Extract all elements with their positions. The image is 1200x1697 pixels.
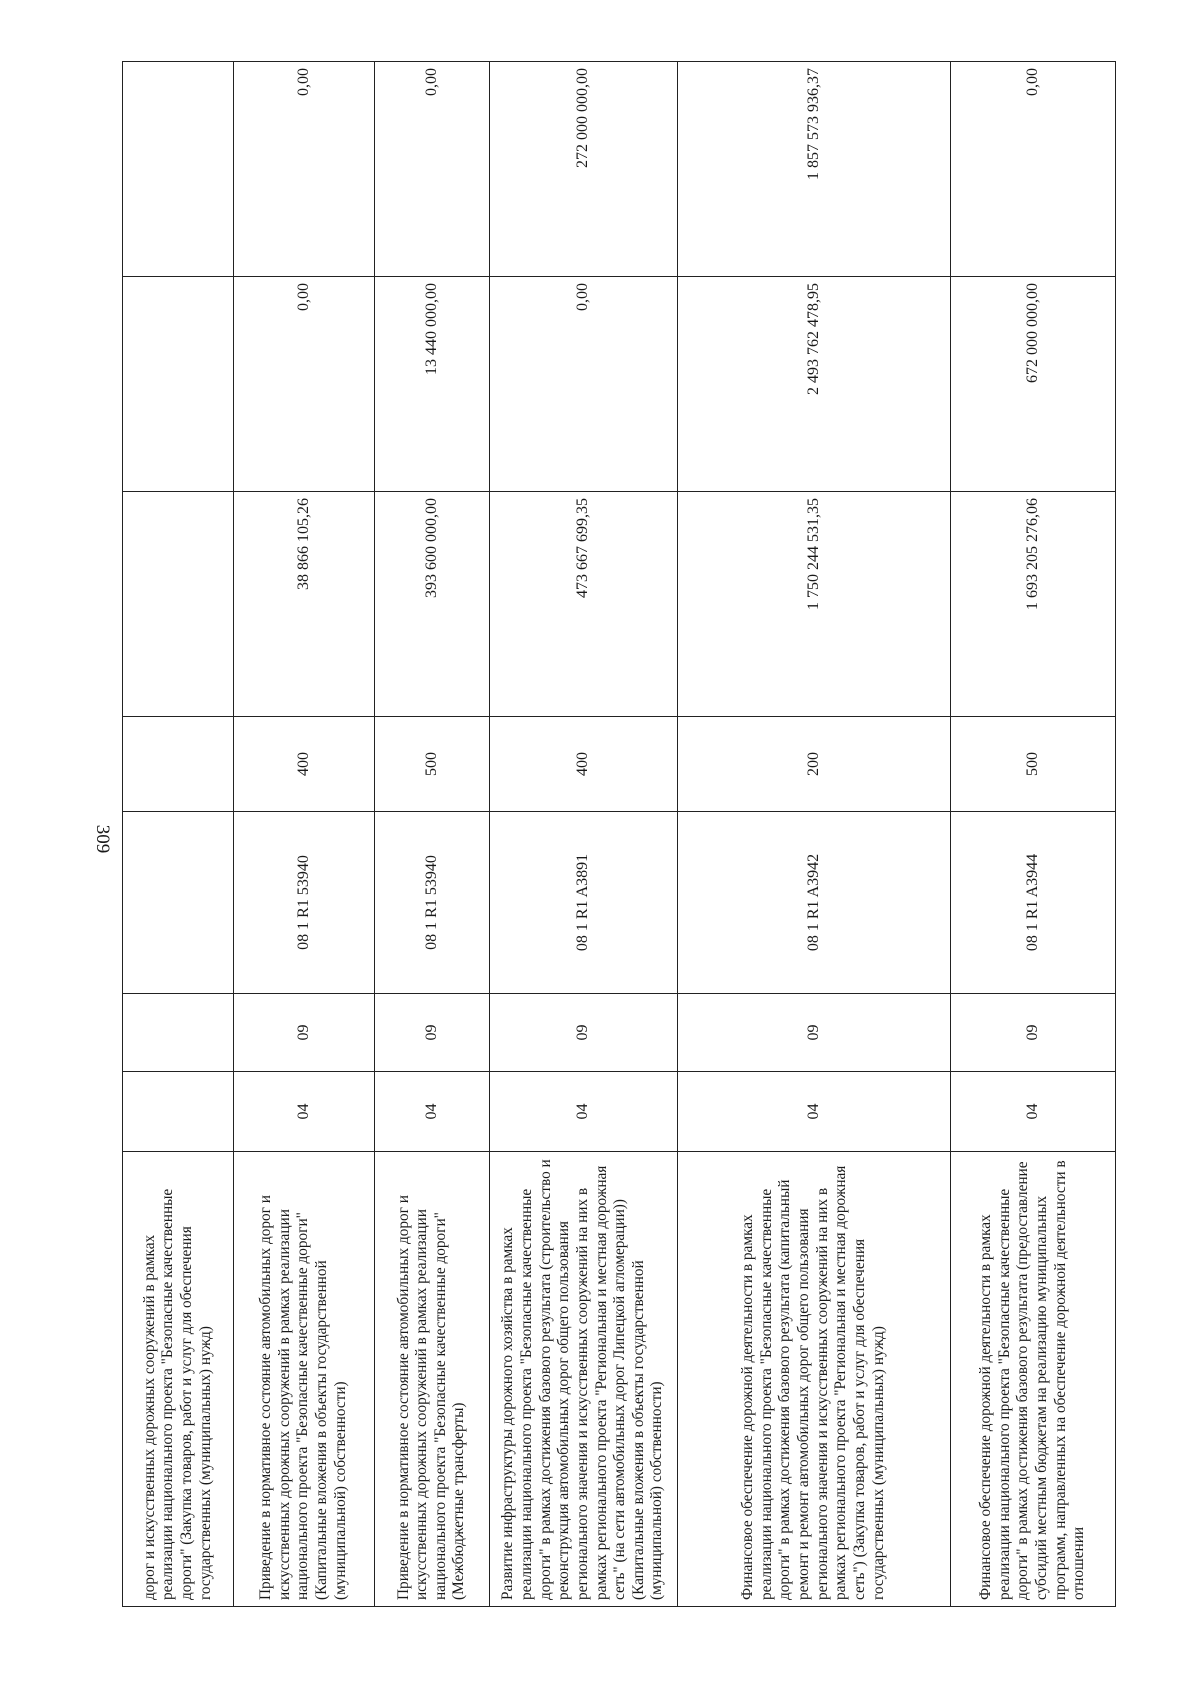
amount-2: 0,00 bbox=[233, 277, 374, 492]
target-code: 08 1 R1 A3891 bbox=[489, 812, 677, 994]
amount-2: 672 000 000,00 bbox=[951, 277, 1116, 492]
section-code: 04 bbox=[677, 1072, 951, 1152]
section-code: 04 bbox=[489, 1072, 677, 1152]
section-code bbox=[123, 1072, 234, 1152]
subsection-code: 09 bbox=[677, 994, 951, 1072]
row-description: Финансовое обеспечение дорожной деятельности в рамках реализации национального проекта "Безопасные качественные дороги" в рамках достижения базового результата (капитальный ремонт и ремонт автомобильных дорог общего пользования регионального значения и искусственных сооружений на них в рамках регионального проекта "Региональная и местная дорожная сеть") (Закупка товаров, работ и услуг для обеспечения государственных (муниципальных) нужд) bbox=[677, 1152, 951, 1607]
page-number: 309 bbox=[92, 824, 113, 854]
amount-1: 1 750 244 531,35 bbox=[677, 492, 951, 717]
expense-type-code: 400 bbox=[489, 717, 677, 812]
target-code: 08 1 R1 A3944 bbox=[951, 812, 1116, 994]
table-row bbox=[489, 62, 677, 1607]
amount-1: 473 667 699,35 bbox=[489, 492, 677, 717]
row-description: Развитие инфраструктуры дорожного хозяйства в рамках реализации национального проекта "Безопасные качественные дороги" в рамках достижения базового результата (строительство и реконструкция автомобильных дорог общего пользования регионального значения и искусственных сооружений на них в рамках регионального проекта "Региональная и местная дорожная сеть" (на сети автомобильных дорог Липецкой агломерации)) (Капитальные вложения в объекты государственной (муниципальной) собственности) bbox=[489, 1152, 677, 1607]
amount-3: 272 000 000,00 bbox=[489, 62, 677, 277]
rotated-table-container bbox=[122, 62, 1116, 1607]
subsection-code: 09 bbox=[233, 994, 374, 1072]
table-row bbox=[677, 62, 951, 1607]
table-row bbox=[123, 62, 234, 1607]
amount-3: 0,00 bbox=[374, 62, 489, 277]
expense-type-code bbox=[123, 717, 234, 812]
expense-type-code: 500 bbox=[951, 717, 1116, 812]
subsection-code bbox=[123, 994, 234, 1072]
table-row bbox=[233, 62, 374, 1607]
amount-1 bbox=[123, 492, 234, 717]
table-row bbox=[374, 62, 489, 1607]
subsection-code: 09 bbox=[374, 994, 489, 1072]
amount-1: 1 693 205 276,06 bbox=[951, 492, 1116, 717]
section-code: 04 bbox=[951, 1072, 1116, 1152]
amount-3 bbox=[123, 62, 234, 277]
table-row bbox=[951, 62, 1116, 1607]
amount-3: 0,00 bbox=[233, 62, 374, 277]
amount-3: 0,00 bbox=[951, 62, 1116, 277]
amount-2: 2 493 762 478,95 bbox=[677, 277, 951, 492]
expense-type-code: 200 bbox=[677, 717, 951, 812]
amount-3: 1 857 573 936,37 bbox=[677, 62, 951, 277]
budget-table-body bbox=[123, 62, 1116, 1607]
row-description: Приведение в нормативное состояние автомобильных дорог и искусственных дорожных сооружений в рамках реализации национального проекта "Безопасные качественные дороги" (Капитальные вложения в объекты государственной (муниципальной) собственности) bbox=[233, 1152, 374, 1607]
amount-2 bbox=[123, 277, 234, 492]
section-code: 04 bbox=[374, 1072, 489, 1152]
expense-type-code: 500 bbox=[374, 717, 489, 812]
budget-table bbox=[122, 61, 1116, 1607]
target-code: 08 1 R1 53940 bbox=[233, 812, 374, 994]
subsection-code: 09 bbox=[489, 994, 677, 1072]
amount-1: 393 600 000,00 bbox=[374, 492, 489, 717]
target-code: 08 1 R1 53940 bbox=[374, 812, 489, 994]
expense-type-code: 400 bbox=[233, 717, 374, 812]
row-description: дорог и искусственных дорожных сооружений в рамках реализации национального проекта "Безопасные качественные дороги" (Закупка товаров, работ и услуг для обеспечения государственных (муниципальных) нужд) bbox=[123, 1152, 234, 1607]
target-code bbox=[123, 812, 234, 994]
target-code: 08 1 R1 A3942 bbox=[677, 812, 951, 994]
section-code: 04 bbox=[233, 1072, 374, 1152]
amount-2: 13 440 000,00 bbox=[374, 277, 489, 492]
subsection-code: 09 bbox=[951, 994, 1116, 1072]
row-description: Приведение в нормативное состояние автомобильных дорог и искусственных дорожных сооружений в рамках реализации национального проекта "Безопасные качественные дороги" (Межбюджетные трансферты) bbox=[374, 1152, 489, 1607]
amount-2: 0,00 bbox=[489, 277, 677, 492]
amount-1: 38 866 105,26 bbox=[233, 492, 374, 717]
row-description: Финансовое обеспечение дорожной деятельности в рамках реализации национального проекта "Безопасные качественные дороги" в рамках достижения базового результата (предоставление субсидий местным бюджетам на реализацию муниципальных программ, направленных на обеспечение дорожной деятельности в отношении bbox=[951, 1152, 1116, 1607]
